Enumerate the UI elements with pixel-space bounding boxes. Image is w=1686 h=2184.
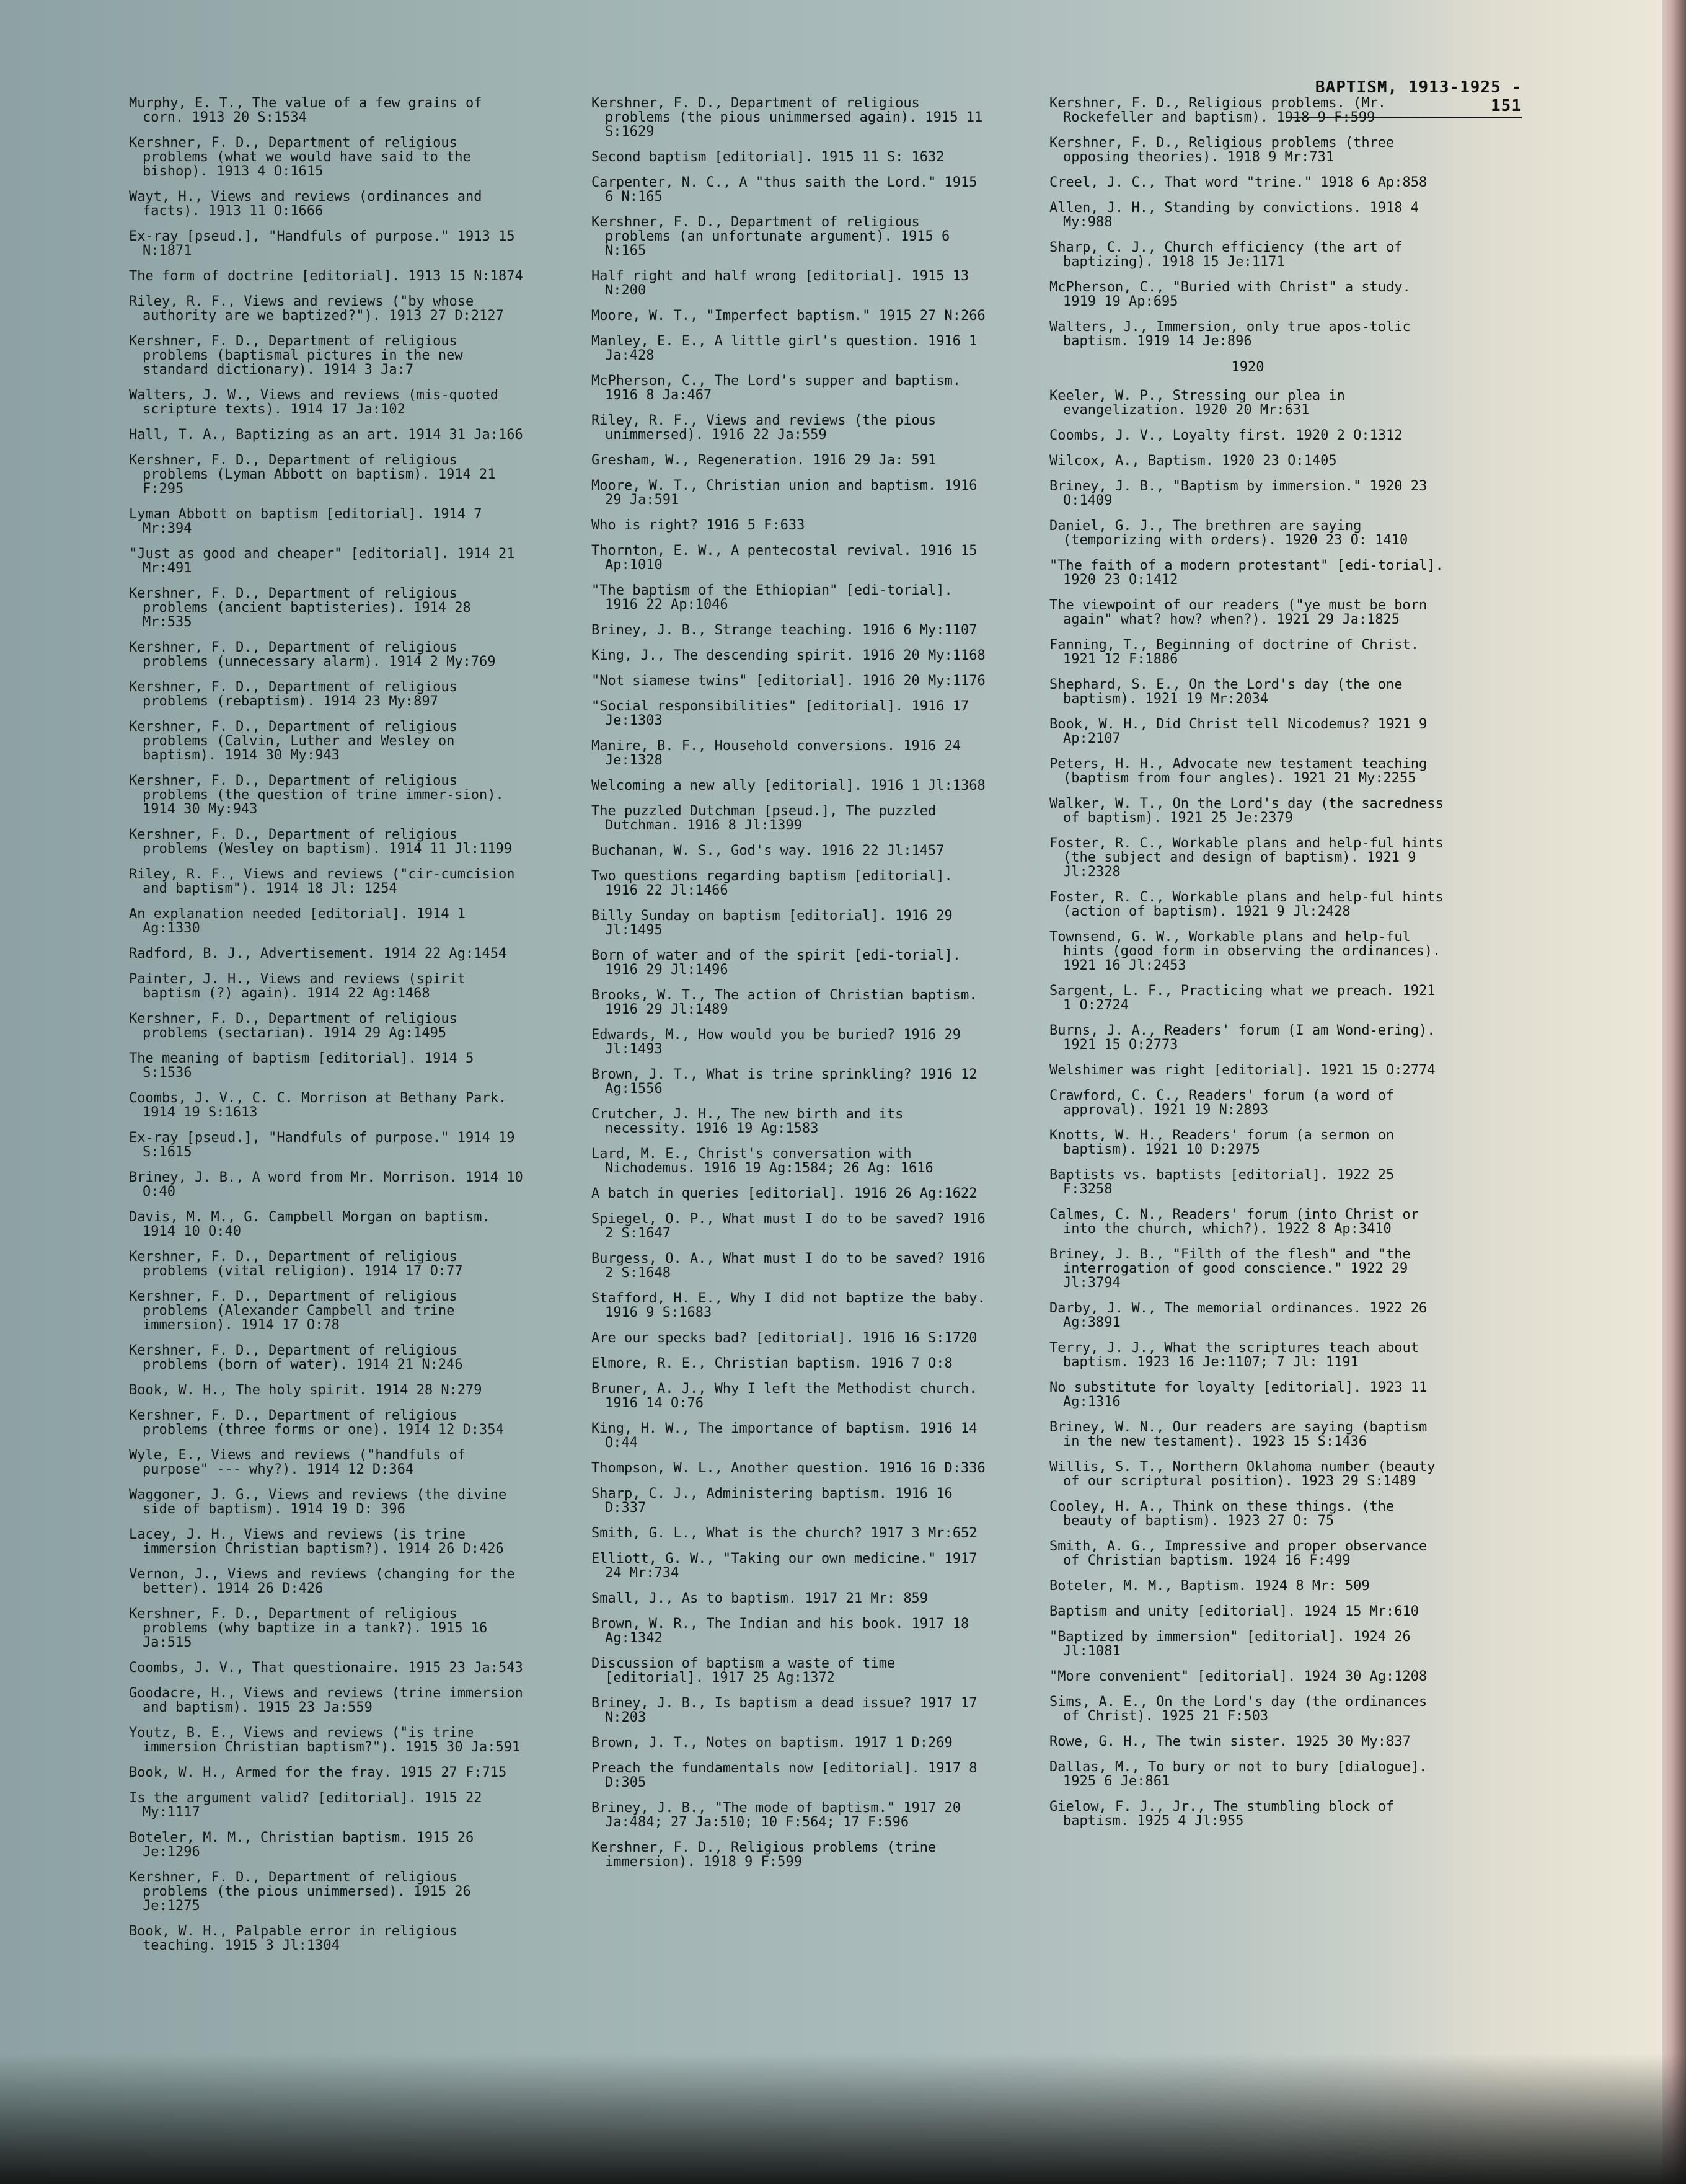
index-entry: Murphy, E. T., The value of a few grains of corn. 1913 20 S:1534 bbox=[129, 95, 482, 125]
index-column-2 bbox=[591, 96, 988, 1880]
index-entry: Kershner, F. D., Department of religious problems (why baptize in a tank?). 1915 16 Ja:515 bbox=[129, 1606, 488, 1650]
index-entry: Crawford, C. C., Readers' forum (a word of approval). 1921 19 N:2893 bbox=[1049, 1088, 1395, 1118]
index-entry: Smith, G. L., What is the church? 1917 3 Mr:652 bbox=[591, 1526, 978, 1541]
index-entry: The meaning of baptism [editorial]. 1914 5 S:1536 bbox=[129, 1051, 474, 1081]
index-entry: Boteler, M. M., Christian baptism. 1915 26 Je:1296 bbox=[129, 1830, 474, 1860]
index-entry: "Just as good and cheaper" [editorial]. 1914 21 Mr:491 bbox=[129, 546, 515, 576]
index-entry: Discussion of baptism a waste of time [editorial]. 1917 25 Ag:1372 bbox=[591, 1656, 896, 1686]
index-entry: Kershner, F. D., Religious problems (three opposing theories). 1918 9 Mr:731 bbox=[1049, 135, 1395, 165]
index-entry: Wilcox, A., Baptism. 1920 23 O:1405 bbox=[1049, 453, 1337, 469]
index-entry: Kershner, F. D., Department of religious problems (baptismal pictures in the new standard dictionary). 1914 3 Ja:7 bbox=[129, 334, 463, 378]
index-entry: Goodacre, H., Views and reviews (trine immersion and baptism). 1915 23 Ja:559 bbox=[129, 1686, 523, 1715]
index-entry: Briney, W. N., Our readers are saying (baptism in the new testament). 1923 15 S:1436 bbox=[1049, 1420, 1428, 1449]
index-entry: Kershner, F. D., Department of religious problems (Alexander Campbell and trine immersion). 1914 17 O:78 bbox=[129, 1289, 457, 1333]
index-entry: "The baptism of the Ethiopian" [edi-torial]. 1916 22 Ap:1046 bbox=[591, 583, 953, 612]
index-entry: Peters, H. H., Advocate new testament teaching (baptism from four angles). 1921 21 My:2255 bbox=[1049, 756, 1428, 786]
page-edge bbox=[1662, 0, 1686, 2184]
index-entry: "More convenient" [editorial]. 1924 30 Ag:1208 bbox=[1049, 1669, 1428, 1684]
index-entry: Walters, J. W., Views and reviews (mis-quoted scripture texts). 1914 17 Ja:102 bbox=[129, 387, 499, 417]
index-entry: King, J., The descending spirit. 1916 20 My:1168 bbox=[591, 648, 986, 663]
index-entry: Kershner, F. D., Department of religious problems (what we would have said to the bishop). 1913 4 O:1615 bbox=[129, 135, 471, 179]
index-entry: Hall, T. A., Baptizing as an art. 1914 31 Ja:166 bbox=[129, 427, 523, 443]
index-entry: The puzzled Dutchman [pseud.], The puzzled Dutchman. 1916 8 Jl:1399 bbox=[591, 803, 937, 833]
index-entry: Painter, J. H., Views and reviews (spirit baptism (?) again). 1914 22 Ag:1468 bbox=[129, 971, 466, 1001]
index-entry: Vernon, J., Views and reviews (changing for the better). 1914 26 D:426 bbox=[129, 1567, 515, 1596]
index-entry: Keeler, W. P., Stressing our plea in evangelization. 1920 20 Mr:631 bbox=[1049, 388, 1345, 418]
running-header: BAPTISM, 1913-1925 - 151 bbox=[1286, 78, 1522, 118]
index-entry: Dallas, M., To bury or not to bury [dialogue]. 1925 6 Je:861 bbox=[1049, 1759, 1428, 1789]
index-entry: Sims, A. E., On the Lord's day (the ordinances of Christ). 1925 21 F:503 bbox=[1049, 1694, 1428, 1724]
index-entry: Darby, J. W., The memorial ordinances. 1922 26 Ag:3891 bbox=[1049, 1301, 1428, 1330]
index-entry: The viewpoint of our readers ("ye must be born again" what? how? when?). 1921 29 Ja:1825 bbox=[1049, 598, 1428, 627]
index-entry: Kershner, F. D., Department of religious problems (an unfortunate argument). 1915 6 N:165 bbox=[591, 214, 950, 259]
index-entry: Rowe, G. H., The twin sister. 1925 30 My:837 bbox=[1049, 1734, 1411, 1749]
index-entry: "Baptized by immersion" [editorial]. 1924 26 Jl:1081 bbox=[1049, 1629, 1411, 1659]
index-entry: Are our specks bad? [editorial]. 1916 16 S:1720 bbox=[591, 1330, 978, 1346]
index-entry: Allen, J. H., Standing by convictions. 1918 4 My:988 bbox=[1049, 200, 1419, 230]
index-entry: Shephard, S. E., On the Lord's day (the one baptism). 1921 19 Mr:2034 bbox=[1049, 677, 1403, 707]
index-entry: Fanning, T., Beginning of doctrine of Christ. 1921 12 F:1886 bbox=[1049, 637, 1419, 667]
index-entry: Welshimer was right [editorial]. 1921 15 O:2774 bbox=[1049, 1063, 1436, 1078]
index-entry: Briney, J. B., "Baptism by immersion." 1920 23 O:1409 bbox=[1049, 479, 1428, 508]
index-entry: Half right and half wrong [editorial]. 1915 13 N:200 bbox=[591, 268, 969, 298]
index-entry: Book, W. H., Did Christ tell Nicodemus? 1921 9 Ap:2107 bbox=[1049, 717, 1428, 746]
index-entry: Kershner, F. D., Department of religious problems (vital religion). 1914 17 O:77 bbox=[129, 1249, 463, 1279]
index-entry: Youtz, B. E., Views and reviews ("is trine immersion Christian baptism?"). 1915 30 Ja:591 bbox=[129, 1725, 521, 1755]
index-entry: Smith, A. G., Impressive and proper observance of Christian baptism. 1924 16 F:499 bbox=[1049, 1539, 1428, 1568]
index-entry: "The faith of a modern protestant" [edi-torial]. 1920 23 O:1412 bbox=[1049, 558, 1444, 588]
index-entry: Kershner, F. D., Department of religious problems (the pious unimmersed again). 1915 11 S:1629 bbox=[591, 95, 983, 139]
index-entry: Briney, J. B., "Filth of the flesh" and "the interrogation of good conscience." 1922 29 Jl:3794 bbox=[1049, 1247, 1411, 1291]
index-entry: Burgess, O. A., What must I do to be saved? 1916 2 S:1648 bbox=[591, 1251, 986, 1281]
index-entry: An explanation needed [editorial]. 1914 1 Ag:1330 bbox=[129, 906, 466, 936]
index-entry: Briney, J. B., "The mode of baptism." 1917 20 Ja:484; 27 Ja:510; 10 F:564; 17 F:596 bbox=[591, 1800, 961, 1830]
index-entry: Cooley, H. A., Think on these things. (the beauty of baptism). 1923 27 O: 75 bbox=[1049, 1499, 1395, 1529]
index-entry: No substitute for loyalty [editorial]. 1923 11 Ag:1316 bbox=[1049, 1380, 1428, 1410]
index-entry: Who is right? 1916 5 F:633 bbox=[591, 518, 805, 533]
index-entry: Radford, B. J., Advertisement. 1914 22 Ag:1454 bbox=[129, 946, 507, 962]
index-entry: Kershner, F. D., Department of religious problems (sectarian). 1914 29 Ag:1495 bbox=[129, 1011, 457, 1041]
index-entry: Riley, R. F., Views and reviews ("by whose authority are we baptized?"). 1913 27 D:2127 bbox=[129, 294, 504, 324]
index-entry: Walker, W. T., On the Lord's day (the sacredness of baptism). 1921 25 Je:2379 bbox=[1049, 796, 1444, 826]
index-entry: Sharp, C. J., Church efficiency (the art of baptizing). 1918 15 Je:1171 bbox=[1049, 240, 1403, 270]
index-entry: Kershner, F. D., Department of religious problems (the pious unimmersed). 1915 26 Je:1275 bbox=[129, 1870, 471, 1914]
index-entry: Billy Sunday on baptism [editorial]. 1916 29 Jl:1495 bbox=[591, 908, 953, 938]
index-entry: Two questions regarding baptism [editorial]. 1916 22 Jl:1466 bbox=[591, 869, 953, 898]
index-entry: Moore, W. T., "Imperfect baptism." 1915 27 N:266 bbox=[591, 308, 986, 324]
index-entry: Welcoming a new ally [editorial]. 1916 1 Jl:1368 bbox=[591, 778, 986, 794]
index-entry: Spiegel, O. P., What must I do to be saved? 1916 2 S:1647 bbox=[591, 1211, 986, 1241]
index-entry: Lyman Abbott on baptism [editorial]. 1914 7 Mr:394 bbox=[129, 506, 482, 536]
index-entry: Davis, M. M., G. Campbell Morgan on baptism. 1914 10 O:40 bbox=[129, 1209, 490, 1239]
index-entry: Burns, J. A., Readers' forum (I am Wond-ering). 1921 15 O:2773 bbox=[1049, 1023, 1436, 1053]
index-entry: Creel, J. C., That word "trine." 1918 6 Ap:858 bbox=[1049, 175, 1428, 190]
index-entry: Is the argument valid? [editorial]. 1915 22 My:1117 bbox=[129, 1790, 482, 1820]
index-entry: Crutcher, J. H., The new birth and its necessity. 1916 19 Ag:1583 bbox=[591, 1107, 904, 1136]
index-column-3 bbox=[1049, 96, 1446, 1839]
index-entry: The form of doctrine [editorial]. 1913 15 N:1874 bbox=[129, 268, 523, 284]
index-entry: Coombs, J. V., Loyalty first. 1920 2 O:1312 bbox=[1049, 428, 1403, 443]
index-entry: Kershner, F. D., Department of religious problems (Calvin, Luther and Wesley on baptism). 1914 30 My:943 bbox=[129, 719, 457, 763]
index-entry: Kershner, F. D., Religious problems. (Mr. Rockefeller and baptism). 1918 9 F:599 bbox=[1049, 95, 1387, 125]
index-entry: King, H. W., The importance of baptism. 1916 14 O:44 bbox=[591, 1421, 978, 1451]
index-entry: Baptists vs. baptists [editorial]. 1922 25 F:3258 bbox=[1049, 1167, 1395, 1197]
index-entry: Briney, J. B., A word from Mr. Morrison. 1914 10 O:40 bbox=[129, 1170, 523, 1200]
year-heading: 1920 bbox=[1231, 360, 1264, 375]
index-entry: Foster, R. C., Workable plans and help-ful hints (action of baptism). 1921 9 Jl:2428 bbox=[1049, 890, 1444, 919]
index-entry: Coombs, J. V., C. C. Morrison at Bethany Park. 1914 19 S:1613 bbox=[129, 1090, 507, 1120]
index-entry: Kershner, F. D., Department of religious problems (Lyman Abbott on baptism). 1914 21 F:295 bbox=[129, 453, 496, 497]
index-entry: Kershner, F. D., Religious problems (trine immersion). 1918 9 F:599 bbox=[591, 1840, 937, 1870]
index-entry: Kershner, F. D., Department of religious problems (ancient baptisteries). 1914 28 Mr:535 bbox=[129, 586, 471, 630]
index-entry: Brown, J. T., What is trine sprinkling? 1916 12 Ag:1556 bbox=[591, 1067, 978, 1097]
index-entry: Bruner, A. J., Why I left the Methodist church. 1916 14 O:76 bbox=[591, 1381, 978, 1411]
index-entry: Brown, J. T., Notes on baptism. 1917 1 D:269 bbox=[591, 1735, 953, 1751]
index-entry: Baptism and unity [editorial]. 1924 15 Mr:610 bbox=[1049, 1604, 1419, 1619]
index-entry: "Social responsibilities" [editorial]. 1916 17 Je:1303 bbox=[591, 699, 969, 728]
index-entry: Manley, E. E., A little girl's question. 1916 1 Ja:428 bbox=[591, 334, 978, 363]
index-entry: Wyle, E., Views and reviews ("handfuls of purpose" --- why?). 1914 12 D:364 bbox=[129, 1448, 466, 1477]
index-entry: A batch in queries [editorial]. 1916 26 Ag:1622 bbox=[591, 1186, 978, 1201]
index-entry: Daniel, G. J., The brethren are saying (temporizing with orders). 1920 23 O: 1410 bbox=[1049, 518, 1408, 548]
index-entry: Riley, R. F., Views and reviews ("cir-cumcision and baptism"). 1914 18 Jl: 1254 bbox=[129, 867, 515, 896]
index-entry: Kershner, F. D., Department of religious problems (Wesley on baptism). 1914 11 Jl:1199 bbox=[129, 827, 513, 857]
index-entry: Moore, W. T., Christian union and baptism. 1916 29 Ja:591 bbox=[591, 478, 978, 508]
index-entry: Kershner, F. D., Department of religious problems (rebaptism). 1914 23 My:897 bbox=[129, 679, 457, 709]
index-entry: Stafford, H. E., Why I did not baptize the baby. 1916 9 S:1683 bbox=[591, 1291, 986, 1320]
index-entry: "Not siamese twins" [editorial]. 1916 20 My:1176 bbox=[591, 673, 986, 689]
index-entry: Book, W. H., Armed for the fray. 1915 27 F:715 bbox=[129, 1765, 507, 1780]
index-entry: Lard, M. E., Christ's conversation with Nichodemus. 1916 19 Ag:1584; 26 Ag: 1616 bbox=[591, 1146, 933, 1176]
index-entry: Brown, W. R., The Indian and his book. 1917 18 Ag:1342 bbox=[591, 1616, 969, 1646]
index-entry: Wayt, H., Views and reviews (ordinances and facts). 1913 11 O:1666 bbox=[129, 189, 482, 219]
index-entry: Buchanan, W. S., God's way. 1916 22 Jl:1457 bbox=[591, 843, 945, 859]
index-entry: Coombs, J. V., That questionaire. 1915 23 Ja:543 bbox=[129, 1660, 523, 1676]
index-column-1 bbox=[129, 96, 526, 1964]
index-entry: Kershner, F. D., Department of religious problems (the question of trine immer-sion). 1914 30 My:943 bbox=[129, 773, 504, 817]
index-entry: Lacey, J. H., Views and reviews (is trine immersion Christian baptism?). 1914 26 D:426 bbox=[129, 1527, 504, 1557]
index-entry: Ex-ray [pseud.], "Handfuls of purpose." 1914 19 S:1615 bbox=[129, 1130, 515, 1160]
index-entry: Waggoner, J. G., Views and reviews (the divine side of baptism). 1914 19 D: 396 bbox=[129, 1487, 507, 1517]
index-entry: Terry, J. J., What the scriptures teach about baptism. 1923 16 Je:1107; 7 Jl: 1191 bbox=[1049, 1340, 1419, 1370]
index-entry: Kershner, F. D., Department of religious problems (unnecessary alarm). 1914 2 My:769 bbox=[129, 640, 496, 670]
index-entry: Foster, R. C., Workable plans and help-ful hints (the subject and design of baptism). 1921 9 Jl:2328 bbox=[1049, 836, 1444, 880]
index-entry: Briney, J. B., Strange teaching. 1916 6 My:1107 bbox=[591, 622, 978, 638]
index-entry: Preach the fundamentals now [editorial]. 1917 8 D:305 bbox=[591, 1761, 978, 1790]
index-entry: Ex-ray [pseud.], "Handfuls of purpose." 1913 15 N:1871 bbox=[129, 229, 515, 259]
index-entry: Manire, B. F., Household conversions. 1916 24 Je:1328 bbox=[591, 738, 961, 768]
index-entry: Kershner, F. D., Department of religious problems (born of water). 1914 21 N:246 bbox=[129, 1343, 463, 1373]
index-entry: Gresham, W., Regeneration. 1916 29 Ja: 591 bbox=[591, 453, 937, 468]
index-entry: Kershner, F. D., Department of religious problems (three forms or one). 1914 12 D:354 bbox=[129, 1408, 504, 1438]
index-entry: Sharp, C. J., Administering baptism. 1916 16 D:337 bbox=[591, 1486, 953, 1516]
index-entry: Small, J., As to baptism. 1917 21 Mr: 859 bbox=[591, 1591, 929, 1606]
index-entry: Knotts, W. H., Readers' forum (a sermon on baptism). 1921 10 D:2975 bbox=[1049, 1128, 1395, 1157]
index-entry: Brooks, W. T., The action of Christian baptism. 1916 29 Jl:1489 bbox=[591, 988, 978, 1017]
index-entry: Carpenter, N. C., A "thus saith the Lord." 1915 6 N:165 bbox=[591, 175, 978, 205]
index-entry: Calmes, C. N., Readers' forum (into Christ or into the church, which?). 1922 8 Ap:3410 bbox=[1049, 1207, 1419, 1237]
index-entry: Walters, J., Immersion, only true apos-tolic baptism. 1919 14 Je:896 bbox=[1049, 319, 1411, 349]
index-entry: Briney, J. B., Is baptism a dead issue? 1917 17 N:203 bbox=[591, 1695, 978, 1725]
index-entry: Thornton, E. W., A pentecostal revival. 1916 15 Ap:1010 bbox=[591, 543, 978, 573]
index-entry: Elliott, G. W., "Taking our own medicine." 1917 24 Mr:734 bbox=[591, 1551, 978, 1581]
index-entry: Gielow, F. J., Jr., The stumbling block of baptism. 1925 4 Jl:955 bbox=[1049, 1799, 1395, 1829]
index-entry: Book, W. H., The holy spirit. 1914 28 N:279 bbox=[129, 1382, 482, 1398]
index-entry: Boteler, M. M., Baptism. 1924 8 Mr: 509 bbox=[1049, 1578, 1370, 1594]
index-entry: McPherson, C., The Lord's supper and baptism. 1916 8 Ja:467 bbox=[591, 373, 961, 403]
index-entry: Thompson, W. L., Another question. 1916 16 D:336 bbox=[591, 1461, 986, 1476]
index-entry: Born of water and of the spirit [edi-torial]. 1916 29 Jl:1496 bbox=[591, 948, 961, 978]
index-entry: Willis, S. T., Northern Oklahoma number (beauty of our scriptural position). 1923 29 S:1489 bbox=[1049, 1459, 1436, 1489]
index-entry: Book, W. H., Palpable error in religious teaching. 1915 3 Jl:1304 bbox=[129, 1924, 457, 1953]
index-entry: McPherson, C., "Buried with Christ" a study. 1919 19 Ap:695 bbox=[1049, 280, 1411, 309]
index-entry: Edwards, M., How would you be buried? 1916 29 Jl:1493 bbox=[591, 1027, 961, 1057]
index-entry: Second baptism [editorial]. 1915 11 S: 1632 bbox=[591, 149, 945, 165]
index-entry: Sargent, L. F., Practicing what we preach. 1921 1 O:2724 bbox=[1049, 983, 1436, 1013]
index-entry: Elmore, R. E., Christian baptism. 1916 7 O:8 bbox=[591, 1356, 953, 1371]
index-entry: Riley, R. F., Views and reviews (the pious unimmersed). 1916 22 Ja:559 bbox=[591, 413, 937, 443]
index-entry: Townsend, G. W., Workable plans and help-ful hints (good form in observing the ordinances). 1921 16 Jl:2453 bbox=[1049, 929, 1441, 973]
